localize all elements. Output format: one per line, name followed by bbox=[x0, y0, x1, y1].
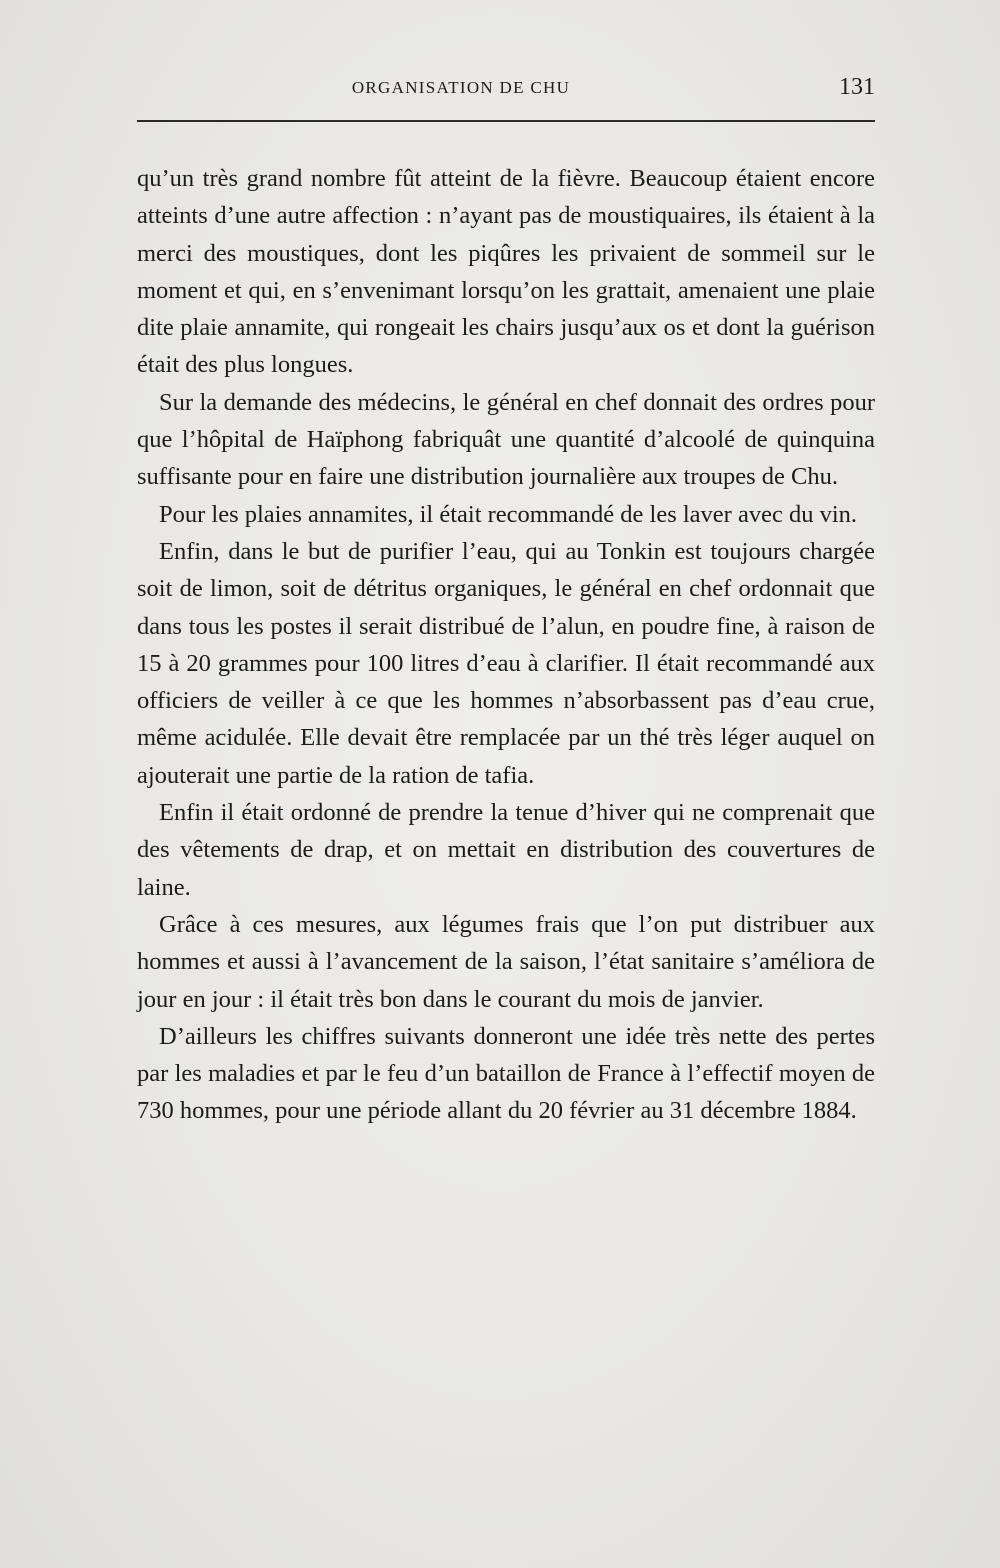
header-rule bbox=[137, 120, 875, 122]
page-header bbox=[137, 76, 875, 106]
paragraph-3: Pour les plaies annamites, il était recommandé de les laver avec du vin. bbox=[159, 500, 858, 528]
paragraph-4: Enfin, dans le but de purifier l’eau, qui au Tonkin est toujours chargée soit de limon, soit de détritus organiques, le général en chef ordonnait que dans tous les postes il serait distribué de l’alun, en poudre fine, à raison de 15 à 20 grammes pour 100 litres d’eau à clarifier. Il était recommandé aux officiers de veiller à ce que les hommes n’absorbassent pas d’eau crue, même acidulée. Elle devait être remplacée par un thé très léger auquel on ajouterait une partie de la ration de tafia. bbox=[137, 537, 875, 789]
paragraph-2: Sur la demande des médecins, le général en chef donnait des ordres pour que l’hôpital de Haïphong fabriquât une quantité d’alcoolé de quinquina suffisante pour en faire une distribution journalière aux troupes de Chu. bbox=[137, 388, 875, 491]
paragraph-5: Enfin il était ordonné de prendre la tenue d’hiver qui ne comprenait que des vêtements de drap, et on mettait en distribution des couvertures de laine. bbox=[137, 799, 875, 901]
running-title: ORGANISATION DE CHU bbox=[351, 78, 571, 97]
paragraph-1: qu’un très grand nombre fût atteint de la fièvre. Beaucoup étaient encore atteints d’une autre affection : n’ayant pas de moustiquaires, ils étaient à la merci des moustiques, dont les piqûres les privaient de sommeil sur le moment et qui, en s’envenimant lorsqu’on les grattait, amenaient une plaie dite plaie annamite, qui rongeait les chairs jusqu’aux os et dont la guérison était des plus longues. bbox=[137, 165, 875, 379]
page-number: 131 bbox=[839, 74, 875, 100]
paragraph-6: Grâce à ces mesures, aux légumes frais que l’on put distribuer aux hommes et aussi à l’avancement de la saison, l’état sanitaire s’améliora de jour en jour : il était très bon dans le courant du mois de janvier. bbox=[137, 910, 875, 1013]
body-text bbox=[137, 160, 875, 1130]
paragraph-7: D’ailleurs les chiffres suivants donneront une idée très nette des pertes par les maladies et par le feu d’un bataillon de France à l’effectif moyen de 730 hommes, pour une période allant du 20 février au 31 décembre 1884. bbox=[137, 1022, 875, 1125]
